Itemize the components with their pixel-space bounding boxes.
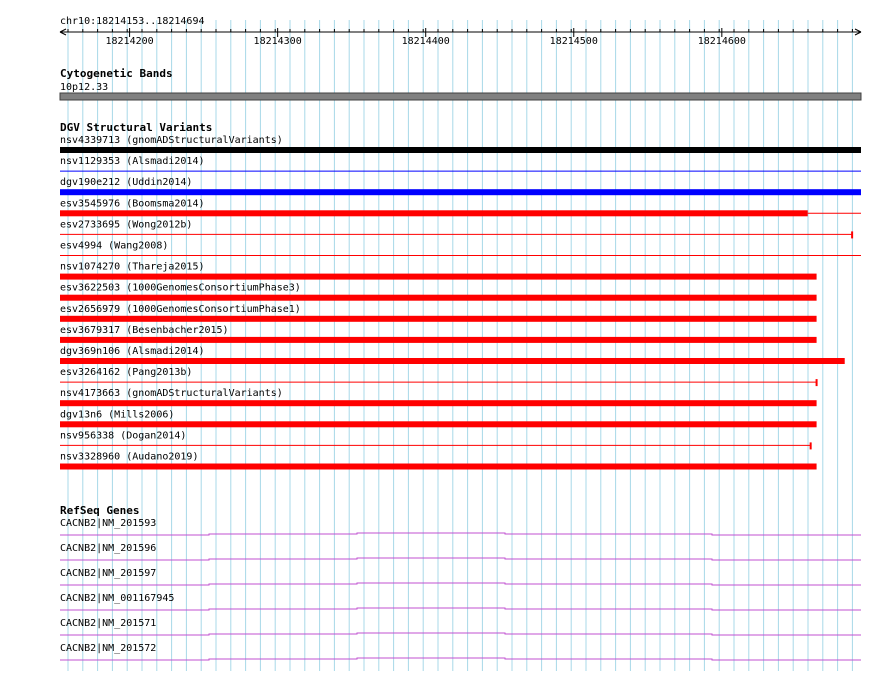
gene-NM_201571[interactable] — [60, 618, 861, 635]
variant-bar[interactable] — [60, 337, 817, 343]
gene-intron-line[interactable] — [60, 633, 861, 635]
variant-bar[interactable] — [60, 295, 817, 301]
variant-label: esv3264162 (Pang2013b) — [60, 367, 193, 379]
coordinate-ruler[interactable] — [60, 16, 861, 47]
gene-NM_201597[interactable] — [60, 568, 861, 585]
variant-bar[interactable] — [60, 421, 817, 427]
variant-label: nsv4339713 (gnomADStructuralVariants) — [60, 135, 283, 146]
ruler-tick-label: 18214200 — [105, 36, 154, 47]
variant-bar[interactable] — [60, 274, 817, 280]
refseq-genes-track[interactable] — [60, 504, 861, 660]
variant-label: nsv956338 (Dogan2014) — [60, 430, 187, 442]
ruler-tick-label: 18214600 — [697, 36, 746, 47]
gene-label: CACNB2|NM_201593 — [60, 518, 157, 529]
cytoband-track[interactable] — [60, 67, 861, 100]
variant-label: dgv13n6 (Mills2006) — [60, 409, 175, 421]
ruler-tick-label: 18214300 — [253, 36, 302, 47]
gene-NM_201596[interactable] — [60, 543, 861, 560]
variant-label: dgv190e212 (Uddin2014) — [60, 177, 193, 189]
variant-label: esv2656979 (1000GenomesConsortiumPhase1) — [60, 303, 301, 315]
variant-label: esv3679317 (Besenbacher2015) — [60, 324, 229, 336]
variant-label: nsv1074270 (Thareja2015) — [60, 261, 205, 273]
variant-nsv1129353[interactable] — [60, 156, 861, 171]
dgv-track-title: DGV Structural Variants — [60, 121, 213, 134]
gene-label: CACNB2|NM_201596 — [60, 543, 157, 554]
variant-label: nsv3328960 (Audano2019) — [60, 451, 199, 463]
variant-end-marker — [851, 231, 853, 238]
gene-label: CACNB2|NM_201571 — [60, 618, 157, 629]
variant-label: esv4994 (Wang2008) — [60, 240, 169, 252]
variant-label: esv2733695 (Wong2012b) — [60, 219, 193, 231]
variant-nsv4339713[interactable] — [60, 135, 861, 153]
ruler-tick-label: 18214500 — [549, 36, 598, 47]
cytoband-bar[interactable] — [60, 93, 861, 100]
variant-esv3545976[interactable] — [60, 198, 861, 216]
variant-end-marker — [810, 442, 812, 449]
gene-NM_201572[interactable] — [60, 643, 861, 660]
variant-bar[interactable] — [60, 147, 861, 153]
variant-label: esv3622503 (1000GenomesConsortiumPhase3) — [60, 282, 301, 294]
refseq-track-title: RefSeq Genes — [60, 504, 140, 517]
cytoband-track-title: Cytogenetic Bands — [60, 67, 173, 80]
variant-bar[interactable] — [60, 464, 817, 470]
dgv-structural-variants-track[interactable] — [60, 121, 861, 470]
variant-label: esv3545976 (Boomsma2014) — [60, 198, 205, 210]
gene-intron-line[interactable] — [60, 583, 861, 585]
variant-bar[interactable] — [60, 358, 845, 364]
variant-bar[interactable] — [60, 189, 861, 195]
gene-NM_201593[interactable] — [60, 518, 861, 535]
gene-intron-line[interactable] — [60, 608, 861, 610]
gene-intron-line[interactable] — [60, 658, 861, 660]
locus-label: chr10:18214153..18214694 — [60, 16, 205, 27]
gene-label: CACNB2|NM_001167945 — [60, 593, 175, 604]
ruler-tick-label: 18214400 — [401, 36, 450, 47]
variant-end-marker — [816, 379, 818, 386]
variant-bar[interactable] — [60, 316, 817, 322]
gene-NM_001167945[interactable] — [60, 593, 861, 610]
variant-label: nsv1129353 (Alsmadi2014) — [60, 156, 205, 168]
gene-intron-line[interactable] — [60, 558, 861, 560]
variant-nsv956338[interactable] — [60, 430, 812, 449]
variant-esv4994[interactable] — [60, 241, 861, 256]
gene-label: CACNB2|NM_201572 — [60, 643, 157, 654]
variant-label: dgv369n106 (Alsmadi2014) — [60, 346, 205, 357]
gene-intron-line[interactable] — [60, 533, 861, 535]
variant-bar[interactable] — [60, 400, 817, 406]
cytoband-name: 10p12.33 — [60, 82, 109, 93]
variant-dgv190e212[interactable] — [60, 177, 861, 195]
variant-label: nsv4173663 (gnomADStructuralVariants) — [60, 388, 283, 400]
variant-bar[interactable] — [60, 210, 808, 216]
gene-label: CACNB2|NM_201597 — [60, 568, 157, 579]
